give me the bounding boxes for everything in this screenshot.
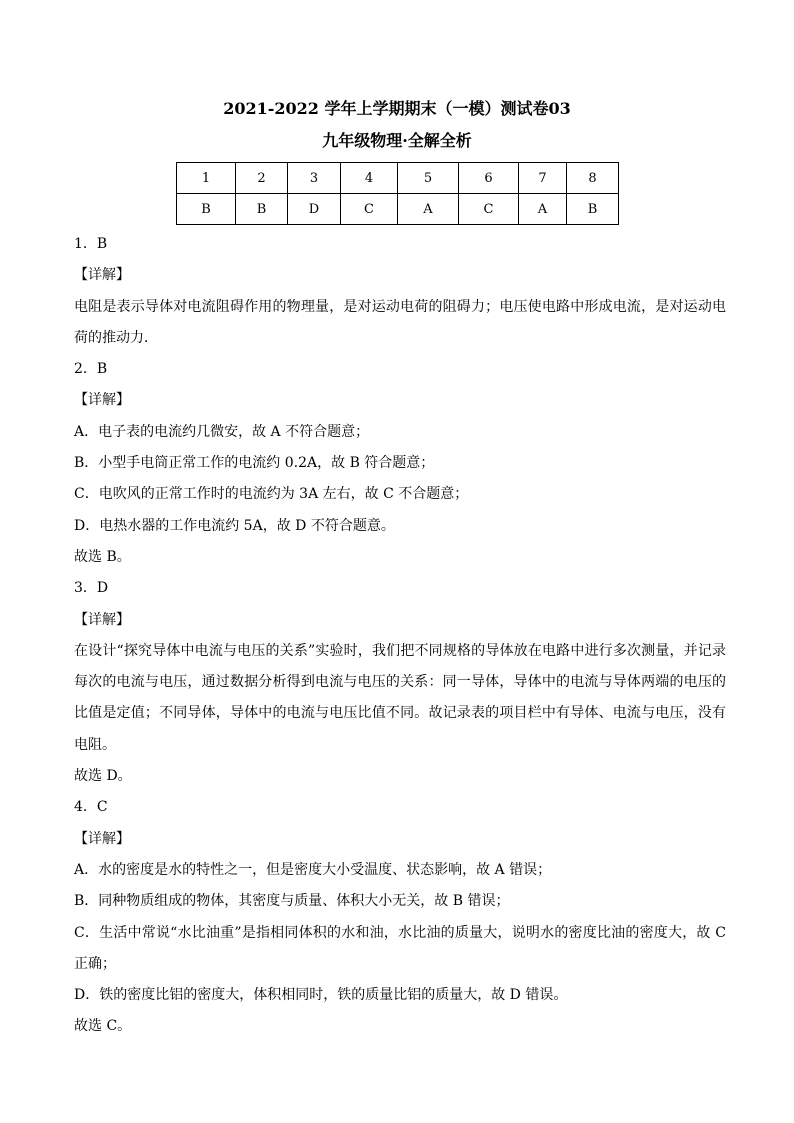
answer-table-answer-cell: B [567,194,619,225]
q4-option-b: B．同种物质组成的物体，其密度与质量、体积大小无关，故 B 错误； [74,893,510,910]
answer-table-number-cell: 8 [567,163,619,194]
answer-table-answer-cell: C [341,194,398,225]
answer-table [176,162,619,225]
q2-detail-label: 【详解】 [74,392,130,409]
document-subtitle: 九年级物理·全解全析 [322,131,472,150]
q2-option-d: D．电热水器的工作电流约 5A，故 D 不符合题意。 [74,517,395,534]
answer-table-number-cell: 1 [177,163,236,194]
q3-detail-label: 【详解】 [74,611,130,628]
q4-heading: 4．C [74,799,108,816]
answer-table-answer-row [177,194,619,225]
q3-heading: 3．D [74,580,109,597]
answer-table-number-row [177,163,619,194]
q2-option-a: A．电子表的电流约几微安，故 A 不符合题意； [74,423,370,440]
answer-table-answer-cell: A [519,194,567,225]
document-title: 2021-2022 学年上学期期末（一模）测试卷03 [223,99,571,118]
q4-option-c: C．生活中常说“水比油重”是指相同体积的水和油，水比油的质量大，说明水的密度比油的密度大，故 C 正确； [74,924,726,972]
answer-table-answer-cell: B [177,194,236,225]
q4-detail-label: 【详解】 [74,830,130,847]
q2-heading: 2．B [74,361,108,378]
q2-option-c: C．电吹风的正常工作时的电流约为 3A 左右，故 C 不合题意； [74,486,469,503]
answer-table-answer-cell: A [398,194,459,225]
answer-table-number-cell: 6 [459,163,519,194]
q1-heading: 1．B [74,236,108,252]
solutions-body [74,229,726,1043]
answer-table-answer-cell: D [288,194,341,225]
answer-table-number-cell: 5 [398,163,459,194]
q4-conclusion: 故选 C。 [74,1018,132,1035]
q4-option-a: A．水的密度是水的特性之一，但是密度大小受温度、状态影响，故 A 错误； [74,861,552,878]
q4-option-d: D．铁的密度比铝的密度大，体积相同时，铁的质量比铝的质量大，故 D 错误。 [74,987,568,1004]
answer-table-number-cell: 4 [341,163,398,194]
q2-option-b: B．小型手电筒正常工作的电流约 0.2A，故 B 符合题意； [74,455,435,472]
answer-table-answer-cell: B [236,194,288,225]
q1-detail-label: 【详解】 [74,267,130,284]
q2-conclusion: 故选 B。 [74,548,131,565]
answer-table-answer-cell: C [459,194,519,225]
q3-conclusion: 故选 D。 [74,768,132,785]
answer-table-number-cell: 7 [519,163,567,194]
q1-explanation: 电阻是表示导体对电流阻碍作用的物理量，是对运动电荷的阻碍力；电压使电路中形成电流，是对运动电荷的推动力． [74,298,726,346]
q3-explanation: 在设计“探究导体中电流与电压的关系”实验时，我们把不同规格的导体放在电路中进行多次测量，并记录每次的电流与电压，通过数据分析得到电流与电压的关系：同一导体，导体中的电流与导体两端的电压的比值是定值；不同导体，导体中的电流与电压比值不同。故记录表的项目栏中有导体、电流与电压，没有电阻。 [74,642,726,753]
answer-table-number-cell: 2 [236,163,288,194]
answer-table-number-cell: 3 [288,163,341,194]
